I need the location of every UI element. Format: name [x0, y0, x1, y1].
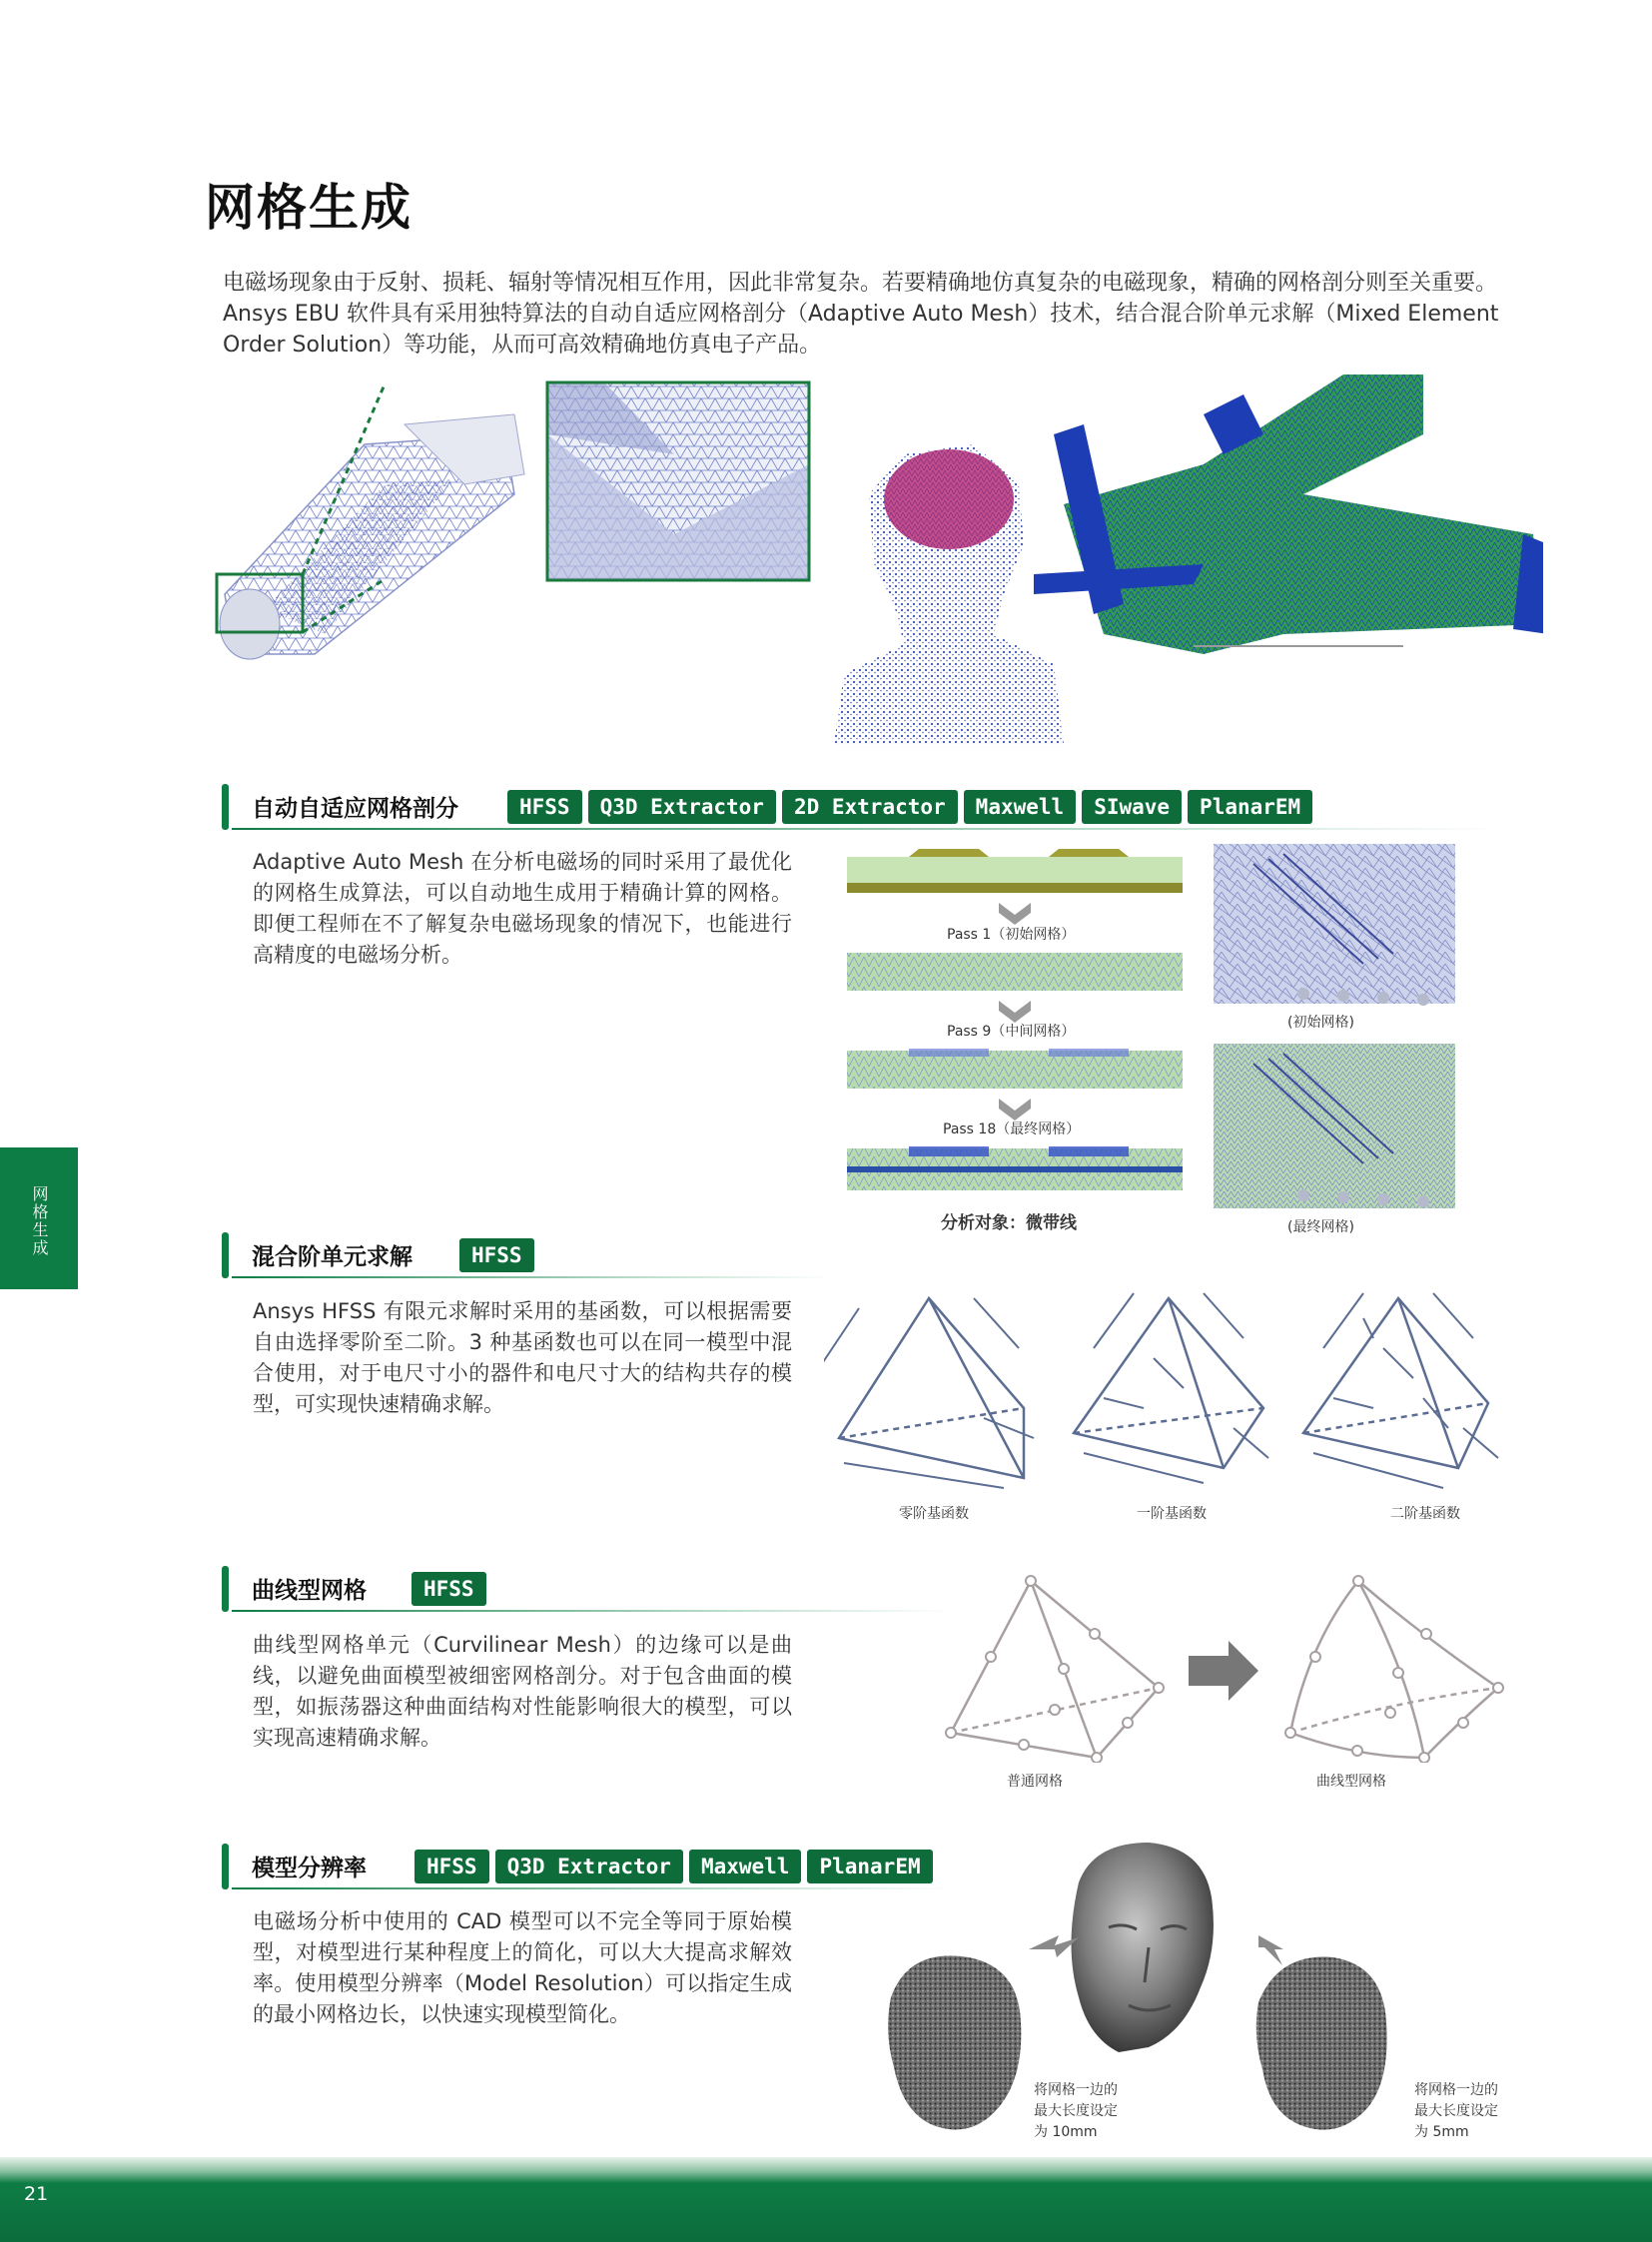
second-order-tetrahedron	[1303, 1293, 1498, 1488]
section-body-curvilinear: 曲线型网格单元（Curvilinear Mesh）的边缘可以是曲线，以避免曲面模型被细密网格剖分。对于包含曲面的模型，如振荡器这种曲面结构对性能影响很大的模型，可以实现高速精确求解。	[253, 1633, 792, 1750]
product-badges-mixed	[459, 1238, 534, 1272]
ordinary-mesh-tetrahedron	[951, 1581, 1159, 1758]
side-chapter-tab	[0, 1147, 78, 1289]
section-body-adaptive: Adaptive Auto Mesh 在分析电磁场的同时采用了最优化的网格生成算法，可以自动地生成用于精确计算的网格。即便工程师在不了解复杂电磁场现象的情况下，也能进行高精度的电磁场分析。	[253, 850, 792, 967]
badge-q3d-extractor: Q3D Extractor	[588, 790, 776, 824]
badge-maxwell: Maxwell	[689, 1850, 802, 1883]
intro-paragraph: 电磁场现象由于反射、损耗、辐射等情况相互作用，因此非常复杂。若要精确地仿真复杂的电磁现象，精确的网格剖分则至关重要。Ansys EBU 软件具有采用独特算法的自动自适应网格剖分（Adaptive Auto Mesh）技术，结合混合阶单元求解（Mixed Element Order Solution）等功能，从而可高效精确地仿真电子产品。	[223, 271, 1499, 358]
caption-zero-order: 零阶基函数	[899, 1506, 969, 1522]
caption-resolution-10mm	[1034, 2080, 1118, 2143]
section-underline	[232, 1887, 951, 1889]
initial-mesh-image	[1214, 844, 1455, 1006]
section-accent-bar	[222, 1232, 229, 1278]
connector-zoom-image	[547, 382, 809, 580]
arrow-left-icon	[1029, 1935, 1079, 1957]
final-mesh-caption: (最终网格)	[1287, 1219, 1354, 1235]
aircraft-mesh-image	[1034, 374, 1543, 654]
caption-curvilinear-mesh: 曲线型网格	[1316, 1774, 1386, 1790]
initial-mesh-caption: (初始网格)	[1287, 1015, 1354, 1031]
zero-order-tetrahedron	[824, 1298, 1034, 1488]
page-title: 网格生成	[205, 179, 413, 237]
coarse-mesh-head-10mm	[888, 1955, 1021, 2129]
section-accent-bar	[222, 784, 229, 830]
badge-hfss: HFSS	[507, 790, 582, 824]
badge-hfss: HFSS	[459, 1238, 534, 1272]
product-badges-resolution	[414, 1850, 933, 1883]
product-badges-adaptive	[507, 790, 1312, 824]
badge-planarem: PlanarEM	[807, 1850, 932, 1883]
fine-mesh-head-5mm	[1256, 1957, 1387, 2130]
section-title-resolution: 模型分辨率	[252, 1856, 367, 1881]
pass-label-18: Pass 18（最终网格）	[943, 1121, 1081, 1137]
section-underline	[232, 828, 1500, 830]
page-number: 21	[24, 2183, 49, 2205]
section-title-mixed: 混合阶单元求解	[252, 1244, 413, 1270]
badge-siwave: SIwave	[1082, 790, 1182, 824]
side-tab-label: 网格生成	[30, 1185, 49, 1257]
badge-hfss: HFSS	[412, 1572, 486, 1606]
caption-line: 最大长度设定	[1414, 2103, 1498, 2119]
product-badges-curvilinear	[412, 1572, 486, 1606]
caption-second-order: 二阶基函数	[1390, 1506, 1460, 1522]
caption-line: 最大长度设定	[1034, 2103, 1118, 2119]
pass-label-1: Pass 1（初始网格）	[947, 927, 1076, 943]
section-accent-bar	[222, 1844, 229, 1889]
connector-mesh-image	[217, 414, 524, 659]
caption-line: 将网格一边的	[1034, 2082, 1118, 2098]
section-underline	[232, 1276, 831, 1278]
original-head-model	[1072, 1843, 1214, 2052]
basis-function-diagrams	[824, 1288, 1523, 1498]
section-title-curvilinear: 曲线型网格	[252, 1578, 367, 1604]
badge-hfss: HFSS	[414, 1850, 489, 1883]
package-mesh-images	[1214, 844, 1458, 1223]
final-mesh-image	[1214, 1044, 1455, 1208]
page-footer-band	[0, 2157, 1652, 2242]
caption-resolution-5mm	[1414, 2080, 1498, 2143]
caption-ordinary-mesh: 普通网格	[1007, 1774, 1063, 1790]
caption-line: 将网格一边的	[1414, 2082, 1498, 2098]
first-order-tetrahedron	[1074, 1293, 1268, 1483]
badge-planarem: PlanarEM	[1188, 790, 1312, 824]
badge-q3d-extractor: Q3D Extractor	[495, 1850, 683, 1883]
caption-line: 为 10mm	[1034, 2124, 1098, 2140]
caption-line: 为 5mm	[1414, 2124, 1469, 2140]
section-underline	[232, 1610, 951, 1612]
ordinary-mesh-nodes	[946, 1576, 1164, 1763]
badge-2d-extractor: 2D Extractor	[782, 790, 958, 824]
caption-first-order: 一阶基函数	[1137, 1506, 1207, 1522]
pass-label-9: Pass 9（中间网格）	[947, 1024, 1076, 1040]
arrow-right-icon	[1258, 1935, 1283, 1965]
section-body-resolution: 电磁场分析中使用的 CAD 模型可以不完全等同于原始模型，对模型进行某种程度上的简化，可以大大提高求解效率。使用模型分辨率（Model Resolution）可以指定生成的最小网格边长，以快速实现模型简化。	[253, 1909, 792, 2026]
section-title-adaptive: 自动自适应网格剖分	[252, 796, 458, 822]
analysis-target-label: 分析对象：微带线	[941, 1213, 1077, 1233]
hero-mesh-illustrations	[205, 374, 1543, 744]
transform-arrow-icon	[1189, 1641, 1258, 1701]
curvilinear-mesh-diagram	[939, 1573, 1518, 1763]
human-head-mesh-image	[834, 444, 1064, 744]
badge-maxwell: Maxwell	[964, 790, 1077, 824]
section-accent-bar	[222, 1566, 229, 1612]
section-body-mixed: Ansys HFSS 有限元求解时采用的基函数，可以根据需要自由选择零阶至二阶。3 种基函数也可以在同一模型中混合使用，对于电尺寸小的器件和电尺寸大的结构共存的模型，可实现快速精确求解。	[253, 1299, 792, 1416]
